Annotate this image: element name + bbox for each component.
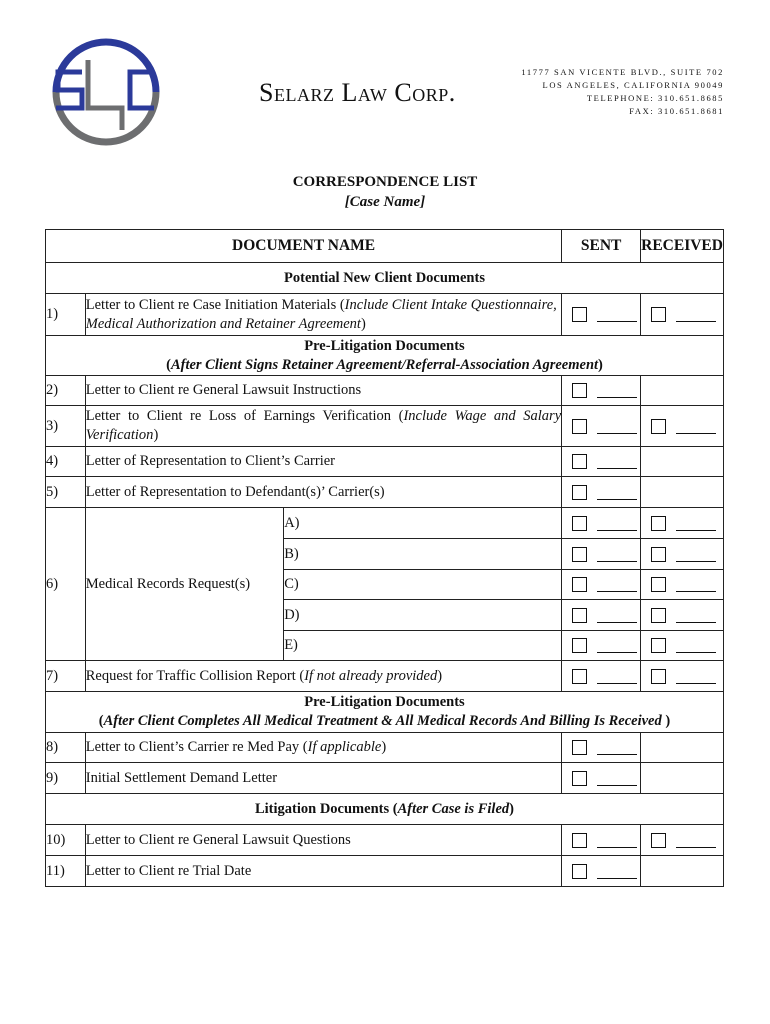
sent-date-line[interactable]	[597, 389, 637, 398]
section-row	[46, 263, 724, 294]
fax: FAX: 310.651.8681	[629, 106, 724, 116]
received-date-line[interactable]	[676, 313, 716, 322]
section-subtitle: (After Client Completes All Medical Treatment & All Medical Records And Billing Is Received )	[98, 713, 671, 729]
sent-checkbox[interactable]	[572, 383, 587, 398]
received-cell-empty	[641, 763, 724, 794]
row-document: Letter to Client re General Lawsuit Instructions	[85, 376, 561, 406]
doc-text: Letter to Client re Case Initiation Materials (	[85, 296, 345, 313]
header-received: RECEIVED	[641, 230, 724, 263]
sent-date-line[interactable]	[597, 460, 637, 469]
correspondence-table	[45, 229, 724, 887]
row-document: Initial Settlement Demand Letter	[85, 763, 561, 794]
row-number: 1)	[46, 294, 86, 336]
row-number: 10)	[46, 825, 86, 856]
received-date-line[interactable]	[676, 839, 716, 848]
received-cell	[641, 600, 724, 631]
table-row	[46, 477, 724, 508]
row-number: 4)	[46, 447, 86, 477]
row-number: 8)	[46, 733, 86, 763]
doc-note: Include Client Intake Questionnaire, Medical Authorization and Retainer Agreement	[85, 296, 557, 332]
sub-item-a: A)	[284, 508, 562, 539]
sent-date-line[interactable]	[597, 777, 637, 786]
received-cell-empty	[641, 447, 724, 477]
sent-checkbox[interactable]	[572, 833, 587, 848]
row-document: Letter to Client re Trial Date	[85, 856, 561, 887]
received-cell-empty	[641, 477, 724, 508]
sent-date-line[interactable]	[597, 425, 637, 434]
sent-date-line[interactable]	[597, 746, 637, 755]
received-cell	[641, 539, 724, 570]
received-date-line[interactable]	[676, 522, 716, 531]
section-row	[46, 794, 724, 825]
address-line-2: LOS ANGELES, CALIFORNIA 90049	[542, 80, 724, 90]
received-cell	[641, 661, 724, 692]
row-document: Letter to Client re General Lawsuit Questions	[85, 825, 561, 856]
sent-cell	[562, 600, 641, 631]
sub-item-d: D)	[284, 600, 562, 631]
firm-name: Selarz Law Corp.	[259, 78, 456, 107]
sent-cell	[562, 733, 641, 763]
header-sent: SENT	[562, 230, 641, 263]
received-cell	[641, 294, 724, 336]
received-checkbox[interactable]	[651, 638, 666, 653]
sent-checkbox[interactable]	[572, 638, 587, 653]
section-row	[46, 692, 724, 733]
table-row	[46, 406, 724, 447]
sent-date-line[interactable]	[597, 313, 637, 322]
received-cell-empty	[641, 856, 724, 887]
received-cell	[641, 508, 724, 539]
table-row	[46, 376, 724, 406]
received-date-line[interactable]	[676, 553, 716, 562]
row-document: Letter of Representation to Defendant(s)’ Carrier(s)	[85, 477, 561, 508]
received-checkbox[interactable]	[651, 547, 666, 562]
sent-checkbox[interactable]	[572, 577, 587, 592]
address-line-1: 11777 SAN VICENTE BLVD., SUITE 702	[521, 67, 724, 77]
section-row	[46, 336, 724, 376]
received-checkbox[interactable]	[651, 419, 666, 434]
row-document: Request for Traffic Collision Report (If not already provided)	[85, 661, 561, 692]
row-number: 7)	[46, 661, 86, 692]
sent-checkbox[interactable]	[572, 307, 587, 322]
sent-checkbox[interactable]	[572, 771, 587, 786]
sent-checkbox[interactable]	[572, 485, 587, 500]
section-subtitle: (After Client Signs Retainer Agreement/Referral-Association Agreement)	[166, 356, 603, 373]
firm-logo	[44, 30, 168, 154]
sent-date-line[interactable]	[597, 675, 637, 684]
table-row	[46, 294, 724, 336]
document-title	[0, 172, 770, 212]
received-cell-empty	[641, 376, 724, 406]
section-pre-litigation-retainer	[46, 336, 724, 376]
row-number: 3)	[46, 406, 86, 447]
received-date-line[interactable]	[676, 425, 716, 434]
firm-address	[521, 66, 724, 118]
received-checkbox[interactable]	[651, 516, 666, 531]
received-cell-empty	[641, 733, 724, 763]
header-document-name: DOCUMENT NAME	[46, 230, 562, 263]
sent-checkbox[interactable]	[572, 547, 587, 562]
sent-cell	[562, 570, 641, 600]
table-row	[46, 661, 724, 692]
received-cell	[641, 825, 724, 856]
sent-cell	[562, 539, 641, 570]
table-row	[46, 733, 724, 763]
section-potential-new-client: Potential New Client Documents	[46, 263, 724, 294]
received-date-line[interactable]	[676, 675, 716, 684]
sent-date-line[interactable]	[597, 491, 637, 500]
row-number: 9)	[46, 763, 86, 794]
sub-item-b: B)	[284, 539, 562, 570]
sent-cell	[562, 406, 641, 447]
title-case-name: [Case Name]	[344, 194, 426, 210]
received-cell	[641, 570, 724, 600]
received-cell	[641, 631, 724, 661]
telephone: TELEPHONE: 310.651.8685	[586, 93, 724, 103]
sent-cell	[562, 508, 641, 539]
row-number: 6)	[46, 508, 86, 661]
sent-cell	[562, 763, 641, 794]
received-date-line[interactable]	[676, 614, 716, 623]
row-document: Letter of Representation to Client’s Carrier	[85, 447, 561, 477]
received-checkbox[interactable]	[651, 833, 666, 848]
row-document: Letter to Client re Loss of Earnings Verification (Include Wage and Salary Verification)	[85, 406, 561, 447]
row-number: 2)	[46, 376, 86, 406]
sent-cell	[562, 661, 641, 692]
sent-date-line[interactable]	[597, 839, 637, 848]
received-date-line[interactable]	[676, 644, 716, 653]
row-document: Letter to Client’s Carrier re Med Pay (If applicable)	[85, 733, 561, 763]
sent-checkbox[interactable]	[572, 864, 587, 879]
title-main: CORRESPONDENCE LIST	[292, 174, 478, 190]
sent-cell	[562, 631, 641, 661]
sent-checkbox[interactable]	[572, 516, 587, 531]
doc-text-end: )	[360, 315, 366, 332]
sent-checkbox[interactable]	[572, 608, 587, 623]
sent-cell	[562, 447, 641, 477]
section-title: Pre-Litigation Documents	[304, 694, 465, 710]
sent-date-line[interactable]	[597, 553, 637, 562]
received-checkbox[interactable]	[651, 669, 666, 684]
sent-date-line[interactable]	[597, 583, 637, 592]
section-pre-litigation-treatment	[46, 692, 724, 733]
row-document	[85, 294, 561, 336]
received-checkbox[interactable]	[651, 608, 666, 623]
table-row	[46, 763, 724, 794]
table-row	[46, 856, 724, 887]
sent-cell	[562, 825, 641, 856]
received-checkbox[interactable]	[651, 307, 666, 322]
sub-item-e: E)	[284, 631, 562, 661]
row-number: 11)	[46, 856, 86, 887]
sent-date-line[interactable]	[597, 614, 637, 623]
row-number: 5)	[46, 477, 86, 508]
table-row	[46, 508, 724, 539]
sub-item-c: C)	[284, 570, 562, 600]
received-checkbox[interactable]	[651, 577, 666, 592]
received-cell	[641, 406, 724, 447]
sent-checkbox[interactable]	[572, 419, 587, 434]
section-title: Pre-Litigation Documents	[304, 337, 465, 354]
sent-checkbox[interactable]	[572, 669, 587, 684]
section-litigation: Litigation Documents (After Case is Filed)	[46, 794, 724, 825]
table-row	[46, 825, 724, 856]
received-date-line[interactable]	[676, 583, 716, 592]
sent-date-line[interactable]	[597, 644, 637, 653]
sent-cell	[562, 376, 641, 406]
sent-cell	[562, 856, 641, 887]
sent-cell	[562, 294, 641, 336]
sent-date-line[interactable]	[597, 522, 637, 531]
sent-checkbox[interactable]	[572, 740, 587, 755]
table-header-row	[46, 230, 724, 263]
sent-date-line[interactable]	[597, 870, 637, 879]
row-document: Medical Records Request(s)	[85, 508, 283, 661]
sent-cell	[562, 477, 641, 508]
sent-checkbox[interactable]	[572, 454, 587, 469]
table-row	[46, 447, 724, 477]
